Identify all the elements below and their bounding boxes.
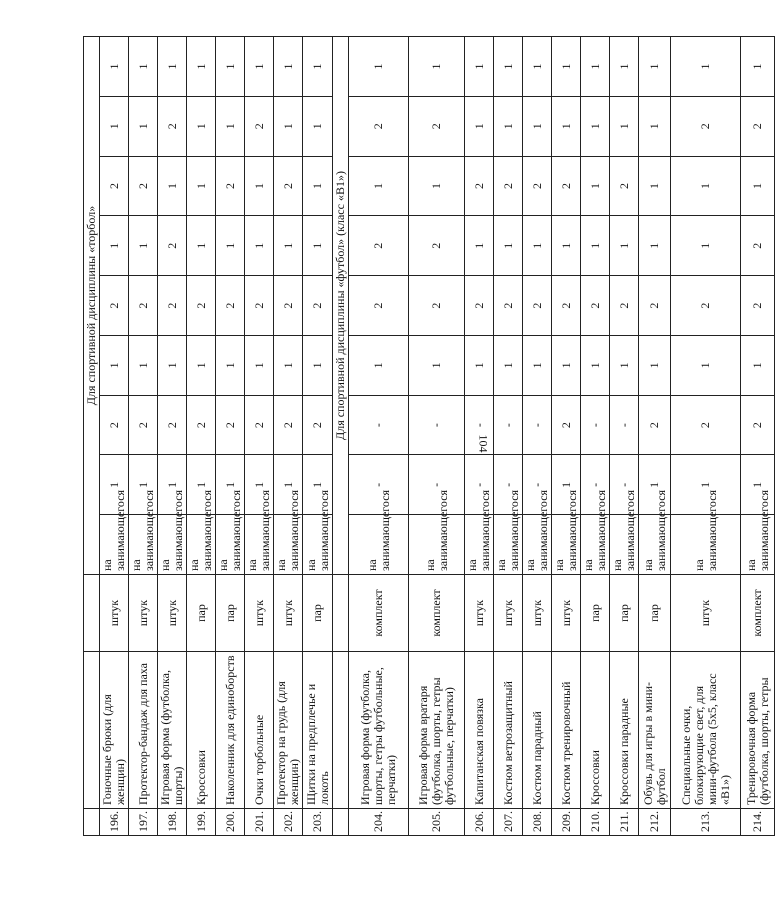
quantity-cell: 1 bbox=[187, 96, 216, 156]
table-row bbox=[610, 37, 639, 836]
rotated-table-wrapper bbox=[83, 36, 771, 836]
quantity-cell: 1 bbox=[303, 335, 333, 395]
quantity-cell: 1 bbox=[581, 37, 610, 97]
quantity-cell: 1 bbox=[552, 37, 581, 97]
quantity-cell: 2 bbox=[581, 276, 610, 336]
quantity-cell: 2 bbox=[158, 96, 187, 156]
quantity-cell: - bbox=[465, 395, 494, 455]
quantity-cell: 1 bbox=[349, 156, 409, 216]
quantity-cell: 1 bbox=[274, 335, 303, 395]
section-title: Для спортивной дисциплины «футбол» (класс «В1») bbox=[333, 37, 349, 575]
section-empty-cell bbox=[84, 575, 100, 652]
section-empty-cell bbox=[84, 809, 100, 836]
quantity-cell: 1 bbox=[409, 156, 465, 216]
quantity-cell: 2 bbox=[245, 276, 274, 336]
quantity-cell: 2 bbox=[274, 156, 303, 216]
item-name: Очки торбольные bbox=[245, 652, 274, 809]
quantity-cell: 1 bbox=[671, 335, 741, 395]
table-row bbox=[741, 37, 775, 836]
table-row bbox=[216, 37, 245, 836]
quantity-cell: 1 bbox=[274, 216, 303, 276]
quantity-cell: 1 bbox=[216, 335, 245, 395]
quantity-cell: 2 bbox=[349, 96, 409, 156]
quantity-cell: 1 bbox=[303, 96, 333, 156]
quantity-cell: 2 bbox=[274, 395, 303, 455]
quantity-cell: - bbox=[349, 455, 409, 515]
section-empty-cell bbox=[333, 652, 349, 809]
unit-cell: комплект bbox=[409, 575, 465, 652]
quantity-cell: 1 bbox=[129, 335, 158, 395]
table-row bbox=[187, 37, 216, 836]
quantity-cell: 1 bbox=[639, 335, 671, 395]
equipment-table bbox=[83, 36, 775, 836]
quantity-cell: 1 bbox=[465, 335, 494, 395]
section-empty-cell bbox=[333, 575, 349, 652]
quantity-cell: 2 bbox=[552, 395, 581, 455]
issued-for-cell: на занимающегося bbox=[494, 515, 523, 575]
quantity-cell: 2 bbox=[349, 216, 409, 276]
quantity-cell: 1 bbox=[465, 96, 494, 156]
issued-for-cell: на занимающегося bbox=[158, 515, 187, 575]
quantity-cell: 1 bbox=[129, 37, 158, 97]
unit-cell: пар bbox=[187, 575, 216, 652]
unit-cell: комплект bbox=[741, 575, 775, 652]
item-name: Кроссовки парадные bbox=[610, 652, 639, 809]
quantity-cell: 1 bbox=[409, 37, 465, 97]
quantity-cell: 1 bbox=[581, 335, 610, 395]
issued-for-cell: на занимающегося bbox=[274, 515, 303, 575]
quantity-cell: 2 bbox=[216, 276, 245, 336]
unit-cell: штук bbox=[245, 575, 274, 652]
quantity-cell: 2 bbox=[610, 276, 639, 336]
quantity-cell: 2 bbox=[409, 96, 465, 156]
page-number: 104 bbox=[476, 434, 491, 453]
quantity-cell: 1 bbox=[303, 156, 333, 216]
table-row bbox=[671, 37, 741, 836]
quantity-cell: 2 bbox=[523, 156, 552, 216]
item-name: Игровая форма вратаря (футболка, шорты, гетры футбольные, перчатки) bbox=[409, 652, 465, 809]
quantity-cell: - bbox=[610, 395, 639, 455]
row-number: 198. bbox=[158, 809, 187, 836]
quantity-cell: 1 bbox=[465, 37, 494, 97]
row-number: 208. bbox=[523, 809, 552, 836]
row-number: 204. bbox=[349, 809, 409, 836]
quantity-cell: 1 bbox=[409, 335, 465, 395]
quantity-cell: 1 bbox=[158, 455, 187, 515]
row-number: 200. bbox=[216, 809, 245, 836]
issued-for-cell: на занимающегося bbox=[303, 515, 333, 575]
quantity-cell: 1 bbox=[100, 96, 129, 156]
issued-for-cell: на занимающегося bbox=[187, 515, 216, 575]
row-number: 206. bbox=[465, 809, 494, 836]
issued-for-cell: на занимающегося bbox=[639, 515, 671, 575]
table-row bbox=[349, 37, 409, 836]
quantity-cell: 2 bbox=[741, 216, 775, 276]
quantity-cell: 1 bbox=[245, 37, 274, 97]
unit-cell: штук bbox=[274, 575, 303, 652]
row-number: 199. bbox=[187, 809, 216, 836]
item-name: Гоночные брюки (для женщин) bbox=[100, 652, 129, 809]
quantity-cell: 1 bbox=[187, 216, 216, 276]
quantity-cell: 1 bbox=[216, 216, 245, 276]
issued-for-cell: на занимающегося bbox=[671, 515, 741, 575]
row-number: 214. bbox=[741, 809, 775, 836]
quantity-cell: 1 bbox=[552, 216, 581, 276]
quantity-cell: 1 bbox=[100, 335, 129, 395]
quantity-cell: 2 bbox=[741, 96, 775, 156]
quantity-cell: 2 bbox=[187, 395, 216, 455]
issued-for-cell: на занимающегося bbox=[100, 515, 129, 575]
quantity-cell: - bbox=[349, 395, 409, 455]
table-row bbox=[581, 37, 610, 836]
table-row bbox=[639, 37, 671, 836]
quantity-cell: 2 bbox=[216, 395, 245, 455]
quantity-cell: 1 bbox=[187, 335, 216, 395]
quantity-cell: 1 bbox=[741, 156, 775, 216]
quantity-cell: 2 bbox=[494, 156, 523, 216]
quantity-cell: 1 bbox=[216, 455, 245, 515]
issued-for-cell: на занимающегося bbox=[741, 515, 775, 575]
unit-cell: пар bbox=[639, 575, 671, 652]
quantity-cell: 1 bbox=[741, 37, 775, 97]
quantity-cell: 1 bbox=[523, 335, 552, 395]
issued-for-cell: на занимающегося bbox=[465, 515, 494, 575]
table-row bbox=[552, 37, 581, 836]
section-row bbox=[84, 37, 100, 836]
issued-for-cell: на занимающегося bbox=[552, 515, 581, 575]
unit-cell: пар bbox=[303, 575, 333, 652]
item-name: Специальные очки, блокирующие свет, для мини-футбола (5х5, класс «В1») bbox=[671, 652, 741, 809]
quantity-cell: 1 bbox=[581, 96, 610, 156]
unit-cell: штук bbox=[129, 575, 158, 652]
quantity-cell: 2 bbox=[245, 395, 274, 455]
quantity-cell: 2 bbox=[158, 276, 187, 336]
quantity-cell: 2 bbox=[552, 156, 581, 216]
quantity-cell: 1 bbox=[639, 96, 671, 156]
quantity-cell: 1 bbox=[216, 96, 245, 156]
table-row bbox=[523, 37, 552, 836]
issued-for-cell: на занимающегося bbox=[349, 515, 409, 575]
quantity-cell: - bbox=[465, 455, 494, 515]
table-row bbox=[494, 37, 523, 836]
quantity-cell: 2 bbox=[494, 276, 523, 336]
quantity-cell: 2 bbox=[100, 276, 129, 336]
quantity-cell: 2 bbox=[187, 276, 216, 336]
quantity-cell: 1 bbox=[245, 335, 274, 395]
quantity-cell: 1 bbox=[494, 335, 523, 395]
quantity-cell: 1 bbox=[610, 96, 639, 156]
quantity-cell: 1 bbox=[187, 156, 216, 216]
quantity-cell: - bbox=[494, 395, 523, 455]
quantity-cell: 2 bbox=[274, 276, 303, 336]
quantity-cell: 1 bbox=[639, 455, 671, 515]
table-row bbox=[303, 37, 333, 836]
quantity-cell: 2 bbox=[639, 395, 671, 455]
quantity-cell: 1 bbox=[610, 216, 639, 276]
quantity-cell: 2 bbox=[409, 216, 465, 276]
quantity-cell: 2 bbox=[523, 276, 552, 336]
unit-cell: комплект bbox=[349, 575, 409, 652]
quantity-cell: 1 bbox=[187, 37, 216, 97]
quantity-cell: 1 bbox=[158, 37, 187, 97]
quantity-cell: 1 bbox=[523, 37, 552, 97]
quantity-cell: 1 bbox=[158, 156, 187, 216]
quantity-cell: 1 bbox=[100, 455, 129, 515]
quantity-cell: 1 bbox=[129, 96, 158, 156]
quantity-cell: 2 bbox=[465, 276, 494, 336]
quantity-cell: 2 bbox=[303, 276, 333, 336]
quantity-cell: 1 bbox=[671, 37, 741, 97]
quantity-cell: 1 bbox=[129, 455, 158, 515]
unit-cell: штук bbox=[158, 575, 187, 652]
quantity-cell: 1 bbox=[494, 96, 523, 156]
row-number: 211. bbox=[610, 809, 639, 836]
quantity-cell: 1 bbox=[523, 216, 552, 276]
quantity-cell: 1 bbox=[303, 37, 333, 97]
row-number: 203. bbox=[303, 809, 333, 836]
quantity-cell: 2 bbox=[465, 156, 494, 216]
quantity-cell: 1 bbox=[671, 455, 741, 515]
quantity-cell: 1 bbox=[741, 455, 775, 515]
quantity-cell: - bbox=[581, 455, 610, 515]
quantity-cell: 1 bbox=[100, 216, 129, 276]
quantity-cell: 1 bbox=[639, 156, 671, 216]
quantity-cell: 2 bbox=[409, 276, 465, 336]
unit-cell: штук bbox=[523, 575, 552, 652]
section-empty-cell bbox=[333, 809, 349, 836]
quantity-cell: 2 bbox=[639, 276, 671, 336]
table-row bbox=[158, 37, 187, 836]
quantity-cell: 1 bbox=[465, 216, 494, 276]
item-name: Кроссовки bbox=[187, 652, 216, 809]
row-number: 201. bbox=[245, 809, 274, 836]
issued-for-cell: на занимающегося bbox=[581, 515, 610, 575]
quantity-cell: 2 bbox=[671, 395, 741, 455]
quantity-cell: 1 bbox=[671, 156, 741, 216]
quantity-cell: 1 bbox=[494, 37, 523, 97]
table-row bbox=[100, 37, 129, 836]
table-row bbox=[274, 37, 303, 836]
item-name: Обувь для игры в мини-футбол bbox=[639, 652, 671, 809]
quantity-cell: 1 bbox=[129, 216, 158, 276]
table-row bbox=[409, 37, 465, 836]
row-number: 212. bbox=[639, 809, 671, 836]
row-number: 213. bbox=[671, 809, 741, 836]
quantity-cell: - bbox=[523, 395, 552, 455]
row-number: 207. bbox=[494, 809, 523, 836]
quantity-cell: 1 bbox=[523, 96, 552, 156]
quantity-cell: 1 bbox=[274, 96, 303, 156]
quantity-cell: 2 bbox=[129, 156, 158, 216]
issued-for-cell: на занимающегося bbox=[216, 515, 245, 575]
item-name: Капитанская повязка bbox=[465, 652, 494, 809]
quantity-cell: 1 bbox=[216, 37, 245, 97]
quantity-cell: - bbox=[523, 455, 552, 515]
quantity-cell: 1 bbox=[274, 455, 303, 515]
quantity-cell: - bbox=[409, 395, 465, 455]
unit-cell: пар bbox=[610, 575, 639, 652]
quantity-cell: 2 bbox=[552, 276, 581, 336]
quantity-cell: 1 bbox=[303, 216, 333, 276]
item-name: Костюм парадный bbox=[523, 652, 552, 809]
issued-for-cell: на занимающегося bbox=[523, 515, 552, 575]
quantity-cell: 2 bbox=[671, 96, 741, 156]
item-name: Наколенник для единоборств bbox=[216, 652, 245, 809]
quantity-cell: 1 bbox=[245, 156, 274, 216]
quantity-cell: 1 bbox=[639, 37, 671, 97]
item-name: Игровая форма (футболка, шорты) bbox=[158, 652, 187, 809]
row-number: 210. bbox=[581, 809, 610, 836]
quantity-cell: - bbox=[581, 395, 610, 455]
quantity-cell: 1 bbox=[610, 37, 639, 97]
unit-cell: пар bbox=[581, 575, 610, 652]
unit-cell: пар bbox=[216, 575, 245, 652]
quantity-cell: 1 bbox=[552, 335, 581, 395]
quantity-cell: 1 bbox=[349, 37, 409, 97]
row-number: 209. bbox=[552, 809, 581, 836]
unit-cell: штук bbox=[671, 575, 741, 652]
quantity-cell: 1 bbox=[741, 335, 775, 395]
quantity-cell: 1 bbox=[671, 216, 741, 276]
quantity-cell: 2 bbox=[158, 395, 187, 455]
table-body bbox=[84, 37, 775, 836]
quantity-cell: 2 bbox=[303, 395, 333, 455]
quantity-cell: 1 bbox=[581, 216, 610, 276]
quantity-cell: 1 bbox=[349, 335, 409, 395]
quantity-cell: 1 bbox=[581, 156, 610, 216]
item-name: Тренировочная форма (футболка, шорты, гетры bbox=[741, 652, 775, 809]
quantity-cell: 1 bbox=[610, 335, 639, 395]
item-name: Протектор-бандаж для паха bbox=[129, 652, 158, 809]
quantity-cell: 2 bbox=[245, 96, 274, 156]
section-title: Для спортивной дисциплины «торбол» bbox=[84, 37, 100, 575]
unit-cell: штук bbox=[100, 575, 129, 652]
quantity-cell: 1 bbox=[245, 216, 274, 276]
unit-cell: штук bbox=[465, 575, 494, 652]
quantity-cell: 2 bbox=[741, 276, 775, 336]
table-row bbox=[465, 37, 494, 836]
quantity-cell: 1 bbox=[303, 455, 333, 515]
quantity-cell: 2 bbox=[100, 156, 129, 216]
quantity-cell: 2 bbox=[349, 276, 409, 336]
quantity-cell: 2 bbox=[100, 395, 129, 455]
issued-for-cell: на занимающегося bbox=[610, 515, 639, 575]
issued-for-cell: на занимающегося bbox=[245, 515, 274, 575]
quantity-cell: - bbox=[610, 455, 639, 515]
quantity-cell: 2 bbox=[741, 395, 775, 455]
item-name: Костюм ветрозащитный bbox=[494, 652, 523, 809]
quantity-cell: 2 bbox=[610, 156, 639, 216]
item-name: Кроссовки bbox=[581, 652, 610, 809]
quantity-cell: 2 bbox=[216, 156, 245, 216]
quantity-cell: 2 bbox=[129, 395, 158, 455]
item-name: Щитки на предплечье и локоть bbox=[303, 652, 333, 809]
quantity-cell: 2 bbox=[671, 276, 741, 336]
quantity-cell: - bbox=[409, 455, 465, 515]
row-number: 196. bbox=[100, 809, 129, 836]
quantity-cell: 1 bbox=[100, 37, 129, 97]
quantity-cell: 1 bbox=[274, 37, 303, 97]
table-row bbox=[245, 37, 274, 836]
quantity-cell: 2 bbox=[158, 216, 187, 276]
section-row bbox=[333, 37, 349, 836]
quantity-cell: 1 bbox=[639, 216, 671, 276]
quantity-cell: 1 bbox=[494, 216, 523, 276]
item-name: Костюм тренировочный bbox=[552, 652, 581, 809]
quantity-cell: 1 bbox=[245, 455, 274, 515]
quantity-cell: 1 bbox=[552, 96, 581, 156]
row-number: 202. bbox=[274, 809, 303, 836]
section-empty-cell bbox=[84, 652, 100, 809]
issued-for-cell: на занимающегося bbox=[129, 515, 158, 575]
quantity-cell: - bbox=[494, 455, 523, 515]
item-name: Протектор на грудь (для женщин) bbox=[274, 652, 303, 809]
table-row bbox=[129, 37, 158, 836]
unit-cell: штук bbox=[494, 575, 523, 652]
unit-cell: штук bbox=[552, 575, 581, 652]
row-number: 205. bbox=[409, 809, 465, 836]
quantity-cell: 1 bbox=[187, 455, 216, 515]
quantity-cell: 2 bbox=[129, 276, 158, 336]
issued-for-cell: на занимающегося bbox=[409, 515, 465, 575]
quantity-cell: 1 bbox=[552, 455, 581, 515]
quantity-cell: 1 bbox=[158, 335, 187, 395]
row-number: 197. bbox=[129, 809, 158, 836]
item-name: Игровая форма (футболка, шорты, гетры футбольные, перчатки) bbox=[349, 652, 409, 809]
